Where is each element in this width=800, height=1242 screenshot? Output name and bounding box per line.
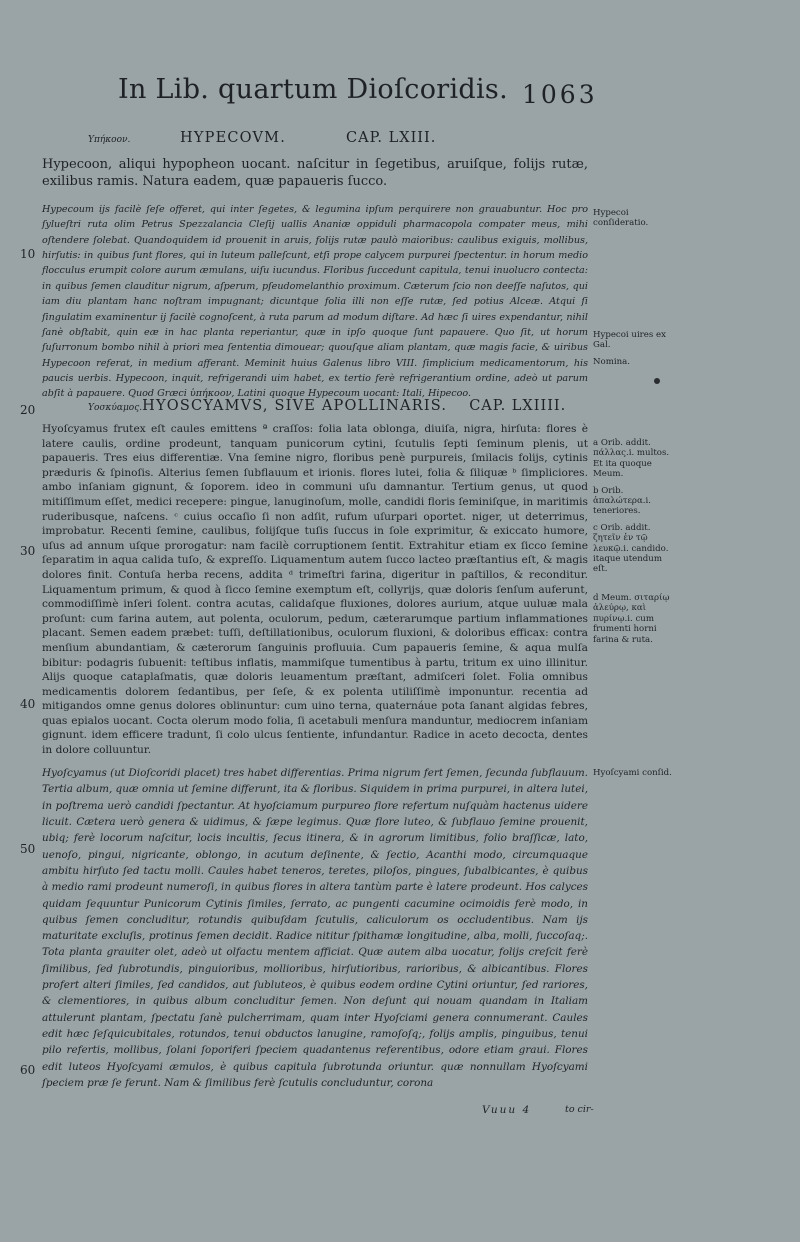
margin-note-text: Hypecoi conſideratio. bbox=[593, 208, 649, 229]
margin-note-text: Hypecoi uires ex Gal. bbox=[593, 330, 666, 351]
margin-note-text: d Meum. σιταρίῳ ἀλεύρῳ, καὶ πυρίνῳ.i. cum frumenti horni farina & ruta. bbox=[593, 592, 670, 645]
line-number: 50 bbox=[20, 842, 36, 856]
margin-note bbox=[593, 768, 679, 784]
chapter-heading-hypecoum bbox=[88, 130, 560, 146]
chapter-greek-name: Υπήκοον. bbox=[88, 135, 131, 145]
chapter-number: CAP. LXIII. bbox=[346, 130, 437, 146]
dioscorides-text-hyoscyamus: Hyoſcyamus frutex eſt caules emittens ª craſſos: folia lata oblonga, diuiſa, nigra, hirſuta: flores è latere caulis, ordine prodeunt, tanquam punicorum cytini, ſcutulis ſepti ſeminum plenis, ut papaueris. Tres eius differentiæ. Vna ſemine nigro, floribus penè purpureis, ſmilacis folijs, cytinis præduris & ſpinoſis. Alterius ſemen ſubflauum et irionis. flores lutei, folia & ſiliquæ ᵇ ſimpliciores. ambo inſaniam gignunt, & ſoporem. ideo in communi uſu damnantur. Tertium genus, ut quod mitiſſimum eſſet, medici recepere: pingue, lanuginoſum, molle, candidi floris ſeminiſque, in maritimis ruderibusque, naſcens. ᶜ cuius occaſio ſi non adſit, rufum uſurpari oportet. niger, ut deterrimus, improbatur. Recenti ſemine, caulibus, folijſque tuſis ſuccus in ſole exprimitur, & exiccato humore, uſus ad annum uſque prorogatur: nam facilè corruptionem ſentit. Extrahitur etiam ex ſicco ſemine ſeparatim in aqua calida tuſo, & expreſſo. Liquamentum autem ſucco lacteo præſtantius eſt, & magis dolores finit. Contuſa herba recens, addita ᵈ trimeſtri farina, digeritur in paſtillos, & reconditur. Liquamentum primum, & quod à ſicco ſemine exemptum eſt, collyrijs, quæ doloris ſenſum auferunt, commodiſſimè inſeri ſolent. contra acutas, calidaſque fluxiones, dolores aurium, atque uuluæ mala proſunt: cum farina autem, aut polenta, oculorum, pedum, cæterarumque partium inflammationes placant. Semen eadem præbet: tuſſi, deſtillationibus, oculorum fluxioni, & doloribus efficax: contra menſium abundantiam, & cæterorum ſanguinis profluuia. Cum papaueris ſemine, & aqua mulſa bibitur: podagris ſubuenit: teſtibus inflatis, mammiſque tumentibus à partu, tritum ex uino illinitur. Alijs quoque cataplaſmatis, quæ doloris leuamentum præſtant, admiſceri ſolet. Folia omnibus medicamentis dolorem ſedantibus, per ſeſe, & ex polenta utiliſſimè imponuntur. recentia ad mitigandos omne genus dolores oblinuntur: cum uino terna, quaternáue pota ſanant algidas febres, quas epialos uocant. Cocta olerum modo folia, ſi acetabuli menſura manduntur, mediocrem inſaniam gignunt. idem efficere tradunt, ſi colo ulcus ſentiente, infundantur. Radice in aceto decocta, dentes in dolore colluuntur. bbox=[42, 423, 588, 757]
margin-note bbox=[593, 208, 679, 235]
folio-number: 1063 bbox=[522, 80, 598, 109]
dioscorides-text-hypecoum: Hypecoon, aliqui hypopheon uocant. naſcitur in ſegetibus, aruiſque, folijs rutæ, exilibus ramis. Natura eadem, quæ papaueris ſucco. bbox=[42, 157, 588, 189]
margin-note-text: Hyoſcyami conſid. bbox=[593, 768, 672, 778]
chapter-greek-name: Υοσκύαμος. bbox=[88, 403, 143, 413]
commentary-hyoscyamus: Hyoſcyamus (ut Dioſcoridi placet) tres habet differentias. Prima nigrum fert ſemen, ſecunda ſubflauum. Tertia album, quæ omnia ut ſemine differunt, ita & floribus. Siquidem in prima purpurei, in altera lutei, in poſtrema uerò candidi ſpectantur. At hyoſciamum purpureo flore refertum nuſquàm hactenus uidere licuit. Cætera uerò genera & uidimus, & ſæpe legimus. Quæ flore luteo, & ſubflauo ſemine prouenit, ubiq; ferè locorum naſcitur, locis incultis, ſecus itinera, & in agrorum limitibus, folio braſſicæ, lato, uenoſo, pingui, nigricante, oblongo, in acutum deſinente, & ſectio, Acanthi modo, circumquaque ambitu hirſuto ſed tactu molli. Caules habet teneros, teretes, piloſos, pingues, ſubalbicantes, è quibus à medio rami prodeunt numeroſi, in quibus flores in altera tantùm parte è latere prodeunt. Hos calyces quidam ſequuntur Punicorum Cytinis ſimiles, ſerrato, ac pungenti cacumine ocimoidis ferè modo, in quibus ſemen concluditur, rotundis quibuſdam ſcutulis, caliculorum os occludentibus. Nam ijs maturitate excluſis, protinus ſemen decidit. Radice nititur ſpithamæ longitudine, alba, molli, ſuccoſaq;. Tota planta grauiter olet, adeò ut olfactu mentem afficiat. Quæ autem alba uocatur, folijs creſcit ferè ſimilibus, ſed ſubrotundis, pinguioribus, mollioribus, hirſutioribus, rarioribus, & albicantibus. Flores profert alteri ſimiles, ſed candidos, aut ſubluteos, è quibus eodem ordine Cytini oriuntur, ſed rariores, & clementiores, in quibus album concluditur ſemen. Non deſunt qui nouam quandam in Italiam attulerunt plantam, ſpectatu ſanè pulcherrimam, quam inter Hyoſciami genera connumerant. Caules edit hæc ſeſquicubitales, rotundos, tenui obductos lanugine, ramoſoſq;, folijs amplis, pinguibus, tenui pilo refertis, mollibus, ſolani ſoporiferi ſpeciem quadantenus referentibus, odore etiam graui. Flores edit luteos Hyoſcyami æmulos, è quibus capitula ſubrotunda oriuntur. quæ nonnullam Hyoſcyami ſpeciem præ ſe ferunt. Nam & ſimilibus ferè ſcutulis concluduntur, corona bbox=[42, 767, 588, 1089]
chapter-number: CAP. LXIIII. bbox=[469, 398, 567, 414]
catchword: to cir- bbox=[565, 1104, 594, 1115]
ink-spot bbox=[654, 378, 660, 384]
signature-mark: Vuuu 4 bbox=[482, 1104, 532, 1116]
chapter-title: HYPECOVM. bbox=[180, 130, 287, 146]
margin-note-text: a Orib. addit. πάλλας.i. multos. Et ita quoque Meum. bbox=[593, 438, 670, 480]
line-number: 30 bbox=[20, 544, 36, 558]
line-number: 40 bbox=[20, 697, 36, 711]
line-number: 60 bbox=[20, 1063, 36, 1077]
margin-note-text: b Orib. ἁπαλώτερα.i. teneriores. bbox=[593, 485, 651, 517]
running-head: In Lib. quartum Dioſcoridis. bbox=[118, 74, 508, 105]
margin-note-text: Nomina. bbox=[593, 356, 630, 367]
line-number: 10 bbox=[20, 247, 36, 261]
chapter-heading-hyoscyamus bbox=[88, 398, 567, 414]
margin-note bbox=[593, 330, 679, 373]
chapter-title: HYOSCYAMVS, SIVE APOLLINARIS. bbox=[142, 398, 448, 414]
commentary-hypecoum: Hypecoum ijs facilè ſeſe offeret, qui inter ſegetes, & legumina ipſum perquirere non grauabuntur. Hoc pro ſylueſtri ruta olim Petrus Spezzalancia Cleſij uallis Ananiæ oppiduli pharmacopola compater meus, mihi oſtendere ſolebat. Quandoquidem id prouenit in aruis, folijs rutæ paulò maioribus: caulibus exiguis, mollibus, hirſutis: in quibus ſunt flores, qui in luteum palleſcunt, etſi prope calycem purpurei ſpectentur. in horum medio flocculus erumpit colore aurum æmulans, uiſu iucundus. Floribus ſuccedunt capitula, tenui inuolucro contecta: in quibus ſemen clauditur nigrum, aſperum, pſeudomelanthio proximum. Cæterum ſcio non deeſſe naſutos, qui iam diu plantam hanc noſtram impugnant; dicuntque folia illi non eſſe rutæ, ſed potius Alceæ. Atqui ſi ſingulatim examinentur ij facilè cognoſcent, à ruta parum ad modum diſtare. Ad hæc ſi uires expendantur, nihil ſanè obſtabit, quin eæ in hac planta reperiantur, quæ in ipſo quoque ſunt papauere. Quo ſit, ut horum ſuſurronum bombo nihil à priori mea ſententia dimouear; quouſque aliam plantam, quæ magis facie, & uiribus Hypecoon referat, in medium afferant. Meminit huius Galenus libro VIII. ſimplicium medicamentorum, his paucis uerbis. Hypecoon, inquit, refrigerandi uim habet, ex tertio ferè refrigerantium ordine, adeò ut parum abſit à papauere. Quod Græci ὑπήκοον, Latini quoque Hypecoum uocant: Itali, Hipecoo. bbox=[42, 204, 588, 400]
margin-notes-variants bbox=[593, 438, 679, 651]
margin-note-text: c Orib. addit. ζητεῖν ἐν τῷ λευκῷ.i. candido. itaque utendum eſt. bbox=[593, 522, 669, 575]
line-number: 20 bbox=[20, 403, 36, 417]
